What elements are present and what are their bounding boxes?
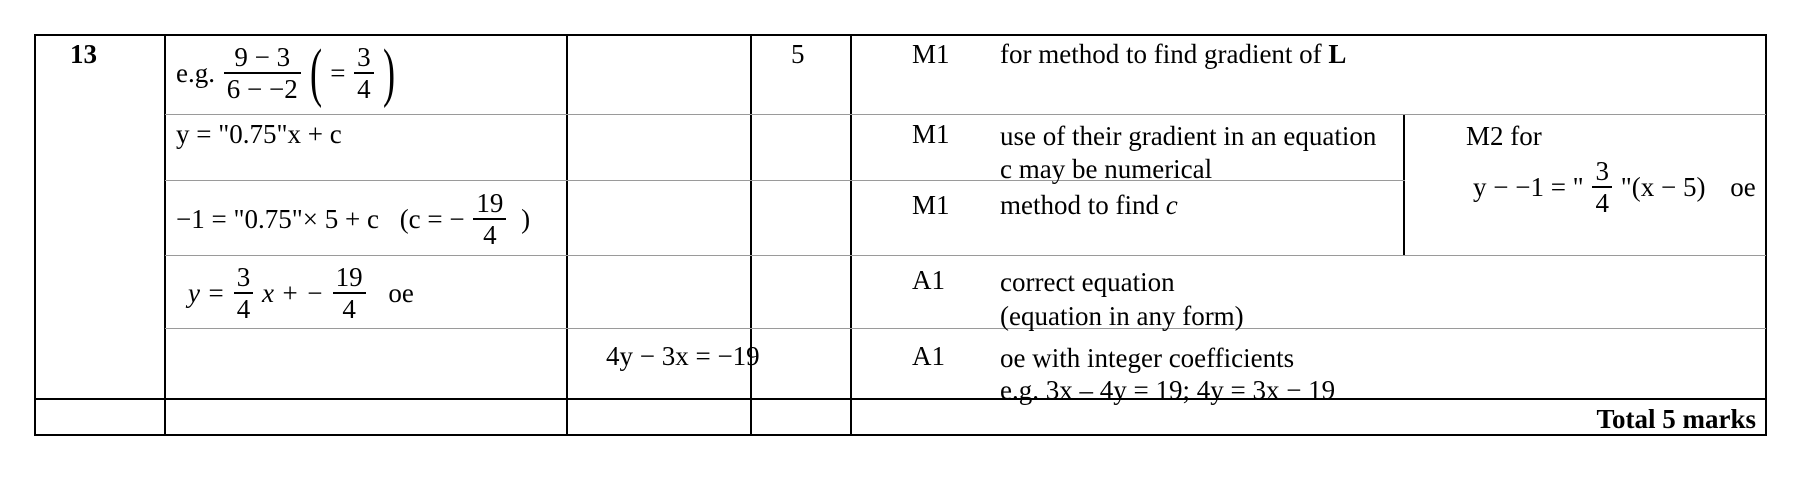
alt-denominator: 4	[1595, 188, 1609, 218]
gradient-numerator: 9 − 3	[224, 42, 301, 74]
alt-numerator: 3	[1592, 156, 1612, 188]
line-oe: oe	[388, 278, 414, 308]
row-divider-2	[165, 180, 1404, 181]
guidance-1-text: for method to find gradient of	[1000, 39, 1329, 69]
line-intercept-fraction	[333, 262, 366, 324]
gradient-denominator: 6 − −2	[226, 74, 298, 104]
guidance-5-line-2: e.g. 3x – 4y = 19; 4y = 3x − 19	[1000, 375, 1336, 405]
line-intercept-denominator: 4	[342, 294, 356, 324]
line-gradient-denominator: 4	[236, 294, 251, 324]
guidance-4-line-2: (equation in any form)	[1000, 301, 1244, 331]
guidance-3	[1000, 189, 1178, 221]
c-equation: −1 = "0.75"× 5 + c	[176, 204, 379, 234]
paren-close: )	[383, 36, 396, 109]
guidance-3-text: method to find	[1000, 190, 1166, 220]
mark-code-5: A1	[912, 341, 945, 371]
working-row-2: y = "0.75"x + c	[176, 119, 342, 149]
guidance-1	[1000, 38, 1346, 70]
alt-rhs: "(x − 5)	[1620, 172, 1706, 202]
alt-lhs: y − −1 = "	[1473, 172, 1584, 202]
col-line-4	[850, 34, 852, 436]
gradient-value-denominator: 4	[357, 74, 371, 104]
row-divider-4	[165, 328, 1766, 329]
working-row-3	[176, 188, 530, 250]
alt-oe: oe	[1730, 172, 1756, 202]
inner-equals: =	[330, 58, 346, 88]
c-fraction	[473, 188, 506, 250]
alt-mark-title: M2 for	[1466, 121, 1542, 151]
col-line-5	[1765, 34, 1767, 436]
table-total-divider	[34, 398, 1767, 400]
guidance-5-line-1: oe with integer coefficients	[1000, 343, 1295, 373]
guidance-2-line-1: use of their gradient in an equation	[1000, 121, 1377, 151]
mark-code-1: M1	[912, 39, 950, 69]
table-top-border	[34, 34, 1767, 36]
col-line-0	[34, 34, 36, 436]
alt-mark-col-line	[1403, 114, 1405, 255]
working-row-4	[188, 262, 414, 324]
col-line-1	[164, 34, 166, 436]
guidance-2-line-2: c may be numerical	[1000, 154, 1213, 184]
row-divider-1	[165, 114, 1766, 115]
mark-code-2: M1	[912, 119, 950, 149]
line-intercept-numerator: 19	[333, 262, 366, 294]
mark-code-3: M1	[912, 190, 950, 220]
guidance-1-bold: L	[1328, 39, 1347, 69]
line-mid: x + −	[261, 278, 324, 308]
eg-prefix: e.g.	[176, 58, 215, 88]
gradient-value-fraction	[354, 42, 374, 104]
gradient-fraction	[224, 42, 301, 104]
mark-code-4: A1	[912, 265, 945, 295]
alt-fraction	[1592, 156, 1612, 218]
final-answer: 4y − 3x = −19	[606, 341, 760, 371]
alt-mark-equation	[1473, 156, 1756, 218]
table-bottom-border	[34, 434, 1767, 436]
guidance-4-line-1: correct equation	[1000, 267, 1175, 297]
c-numerator: 19	[473, 188, 506, 220]
line-gradient-fraction	[234, 262, 254, 324]
question-number: 13	[70, 39, 97, 69]
line-y: y =	[188, 278, 225, 308]
c-denominator: 4	[483, 220, 497, 250]
c-paren-open: (c = −	[399, 204, 465, 234]
gradient-value-numerator: 3	[354, 42, 374, 74]
line-gradient-numerator: 3	[234, 262, 254, 294]
guidance-3-var: c	[1165, 190, 1178, 220]
row-divider-3	[165, 255, 1766, 256]
col-line-2	[566, 34, 568, 436]
col-line-3	[750, 34, 752, 436]
working-row-1	[176, 36, 396, 109]
paren-open: (	[310, 36, 323, 109]
marks-value: 5	[791, 39, 805, 69]
c-paren-close: )	[521, 204, 531, 234]
row-divider-2b	[1404, 180, 1405, 181]
total-marks: Total 5 marks	[1596, 404, 1756, 434]
